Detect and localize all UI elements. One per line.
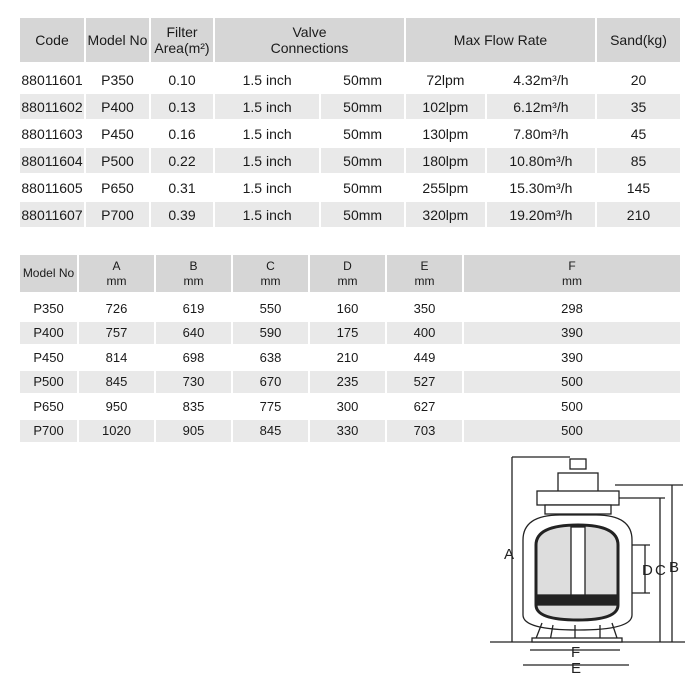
flow-m3h-cell	[487, 121, 595, 148]
flow-m3h-cell	[487, 202, 595, 229]
valve-mm-cell: 50mm	[321, 148, 404, 175]
flow-lpm-cell: 130lpm	[406, 121, 485, 148]
dim-cell: 550	[233, 297, 308, 322]
header-valve-line2: Connections	[270, 40, 349, 56]
header-code: Code	[20, 18, 84, 62]
flow-m3h-unit: m³/h	[540, 98, 569, 115]
dim-header-label: A	[112, 258, 121, 273]
dim-header-unit: mm	[337, 273, 358, 288]
dim-row	[20, 395, 680, 420]
dim-cell: 905	[156, 420, 231, 445]
dim-header-unit: mm	[562, 273, 582, 288]
flow-lpm-cell: 180lpm	[406, 148, 485, 175]
dim-cell: 845	[233, 420, 308, 445]
dim-header-a	[79, 255, 154, 292]
dimension-label-a: A	[504, 546, 515, 563]
dim-header-b	[156, 255, 231, 292]
dim-cell: 845	[79, 371, 154, 396]
valve-inch-cell: 1.5 inch	[215, 148, 319, 175]
flow-lpm-cell: 102lpm	[406, 94, 485, 121]
flow-m3h-cell	[487, 175, 595, 202]
code-cell: 88011607	[20, 202, 84, 229]
dim-header-unit: mm	[414, 273, 435, 288]
code-cell: 88011604	[20, 148, 84, 175]
header-valve	[215, 18, 404, 62]
valve-inch-cell: 1.5 inch	[215, 121, 319, 148]
spec-row	[20, 148, 680, 175]
flow-lpm-cell: 72lpm	[406, 67, 485, 94]
sand-cell: 45	[597, 121, 680, 148]
flow-m3h-value: 10.80	[509, 152, 545, 169]
dim-cell: P400	[20, 322, 77, 347]
dim-header-f	[464, 255, 680, 292]
area-cell: 0.13	[151, 94, 213, 121]
dim-cell: 390	[464, 322, 680, 347]
dim-header-unit: mm	[183, 273, 204, 288]
dim-cell: 814	[79, 346, 154, 371]
dim-header-label: B	[189, 258, 198, 273]
header-model: Model No	[86, 18, 149, 62]
spec-row	[20, 67, 680, 94]
dim-cell: 527	[387, 371, 462, 396]
dim-row	[20, 346, 680, 371]
spec-row	[20, 202, 680, 229]
dim-cell: 500	[464, 395, 680, 420]
header-filter-line2: Area(m²)	[154, 40, 210, 56]
flow-m3h-unit: m³/h	[544, 152, 573, 169]
flow-m3h-value: 7.80	[513, 125, 541, 142]
dim-cell: 757	[79, 322, 154, 347]
dim-cell: 726	[79, 297, 154, 322]
dim-cell: 670	[233, 371, 308, 396]
valve-inch-cell: 1.5 inch	[215, 175, 319, 202]
model-cell: P350	[86, 67, 149, 94]
dim-cell: 390	[464, 346, 680, 371]
dim-cell: 350	[387, 297, 462, 322]
dim-cell: P650	[20, 395, 77, 420]
valve-mm-cell: 50mm	[321, 94, 404, 121]
specification-table	[18, 18, 682, 229]
model-cell: P450	[86, 121, 149, 148]
model-cell: P400	[86, 94, 149, 121]
area-cell: 0.39	[151, 202, 213, 229]
flow-m3h-cell	[487, 94, 595, 121]
dim-header-d	[310, 255, 385, 292]
dim-cell: 160	[310, 297, 385, 322]
area-cell: 0.22	[151, 148, 213, 175]
dimension-label-d: D	[642, 562, 653, 579]
valve-inch-cell: 1.5 inch	[215, 67, 319, 94]
flow-m3h-value: 19.20	[509, 206, 545, 223]
dim-header-unit: mm	[260, 273, 281, 288]
valve-mm-cell: 50mm	[321, 202, 404, 229]
code-cell: 88011602	[20, 94, 84, 121]
dim-header-unit: mm	[106, 273, 127, 288]
dim-cell: 950	[79, 395, 154, 420]
valve-inch-cell: 1.5 inch	[215, 202, 319, 229]
flow-m3h-value: 4.32	[513, 71, 541, 88]
flow-lpm-cell: 255lpm	[406, 175, 485, 202]
spec-row	[20, 121, 680, 148]
model-cell: P500	[86, 148, 149, 175]
code-cell: 88011605	[20, 175, 84, 202]
dim-cell: 619	[156, 297, 231, 322]
header-flow-rate: Max Flow Rate	[406, 18, 595, 62]
dim-row	[20, 371, 680, 396]
sand-cell: 85	[597, 148, 680, 175]
dim-row	[20, 322, 680, 347]
dim-cell: 1020	[79, 420, 154, 445]
dim-cell: 300	[310, 395, 385, 420]
model-cell: P700	[86, 202, 149, 229]
flow-m3h-unit: m³/h	[544, 179, 573, 196]
dim-header-label: Model No	[22, 266, 75, 280]
dim-header-c	[233, 255, 308, 292]
dimensions-table	[18, 255, 682, 444]
flow-m3h-value: 15.30	[509, 179, 545, 196]
dim-header-model-no	[20, 255, 77, 292]
dim-cell: 703	[387, 420, 462, 445]
dim-header-label: E	[420, 258, 429, 273]
header-valve-line1: Valve	[292, 24, 327, 40]
flow-m3h-cell	[487, 67, 595, 94]
dim-cell: 590	[233, 322, 308, 347]
valve-inch-cell: 1.5 inch	[215, 94, 319, 121]
dim-cell: P700	[20, 420, 77, 445]
dim-cell: 330	[310, 420, 385, 445]
dim-cell: P450	[20, 346, 77, 371]
valve-mm-cell: 50mm	[321, 121, 404, 148]
dim-row	[20, 420, 680, 445]
flow-m3h-unit: m³/h	[540, 125, 569, 142]
flow-m3h-cell	[487, 148, 595, 175]
dim-cell: 730	[156, 371, 231, 396]
flow-lpm-cell: 320lpm	[406, 202, 485, 229]
dim-cell: 698	[156, 346, 231, 371]
dim-cell: 638	[233, 346, 308, 371]
spec-row	[20, 175, 680, 202]
dim-header-label: C	[266, 258, 275, 273]
flow-m3h-value: 6.12	[513, 98, 541, 115]
code-cell: 88011601	[20, 67, 84, 94]
dim-header-e	[387, 255, 462, 292]
header-filter-area	[151, 18, 213, 62]
area-cell: 0.31	[151, 175, 213, 202]
dim-header-label: F	[568, 258, 576, 273]
header-sand: Sand(kg)	[597, 18, 680, 62]
dimension-label-b: B	[669, 559, 680, 576]
valve-mm-cell: 50mm	[321, 175, 404, 202]
sand-cell: 20	[597, 67, 680, 94]
valve-mm-cell: 50mm	[321, 67, 404, 94]
dim-cell: P350	[20, 297, 77, 322]
dim-cell: 835	[156, 395, 231, 420]
sand-cell: 35	[597, 94, 680, 121]
dim-cell: 449	[387, 346, 462, 371]
model-cell: P650	[86, 175, 149, 202]
dim-cell: P500	[20, 371, 77, 396]
dim-cell: 210	[310, 346, 385, 371]
dimension-label-c: C	[655, 562, 666, 579]
dim-cell: 500	[464, 420, 680, 445]
sand-cell: 145	[597, 175, 680, 202]
sand-filter-diagram	[490, 455, 690, 695]
flow-m3h-unit: m³/h	[544, 206, 573, 223]
dim-header-label: D	[343, 258, 352, 273]
dim-cell: 235	[310, 371, 385, 396]
area-cell: 0.16	[151, 121, 213, 148]
dimension-label-e: E	[571, 660, 582, 677]
sand-cell: 210	[597, 202, 680, 229]
dim-cell: 400	[387, 322, 462, 347]
spec-row	[20, 94, 680, 121]
dim-row	[20, 297, 680, 322]
code-cell: 88011603	[20, 121, 84, 148]
area-cell: 0.10	[151, 67, 213, 94]
dim-cell: 500	[464, 371, 680, 396]
dimension-label-f: F	[571, 644, 581, 661]
dim-cell: 298	[464, 297, 680, 322]
header-filter-line1: Filter	[166, 24, 198, 40]
dim-cell: 175	[310, 322, 385, 347]
dim-cell: 775	[233, 395, 308, 420]
dim-cell: 627	[387, 395, 462, 420]
flow-m3h-unit: m³/h	[540, 71, 569, 88]
dim-cell: 640	[156, 322, 231, 347]
